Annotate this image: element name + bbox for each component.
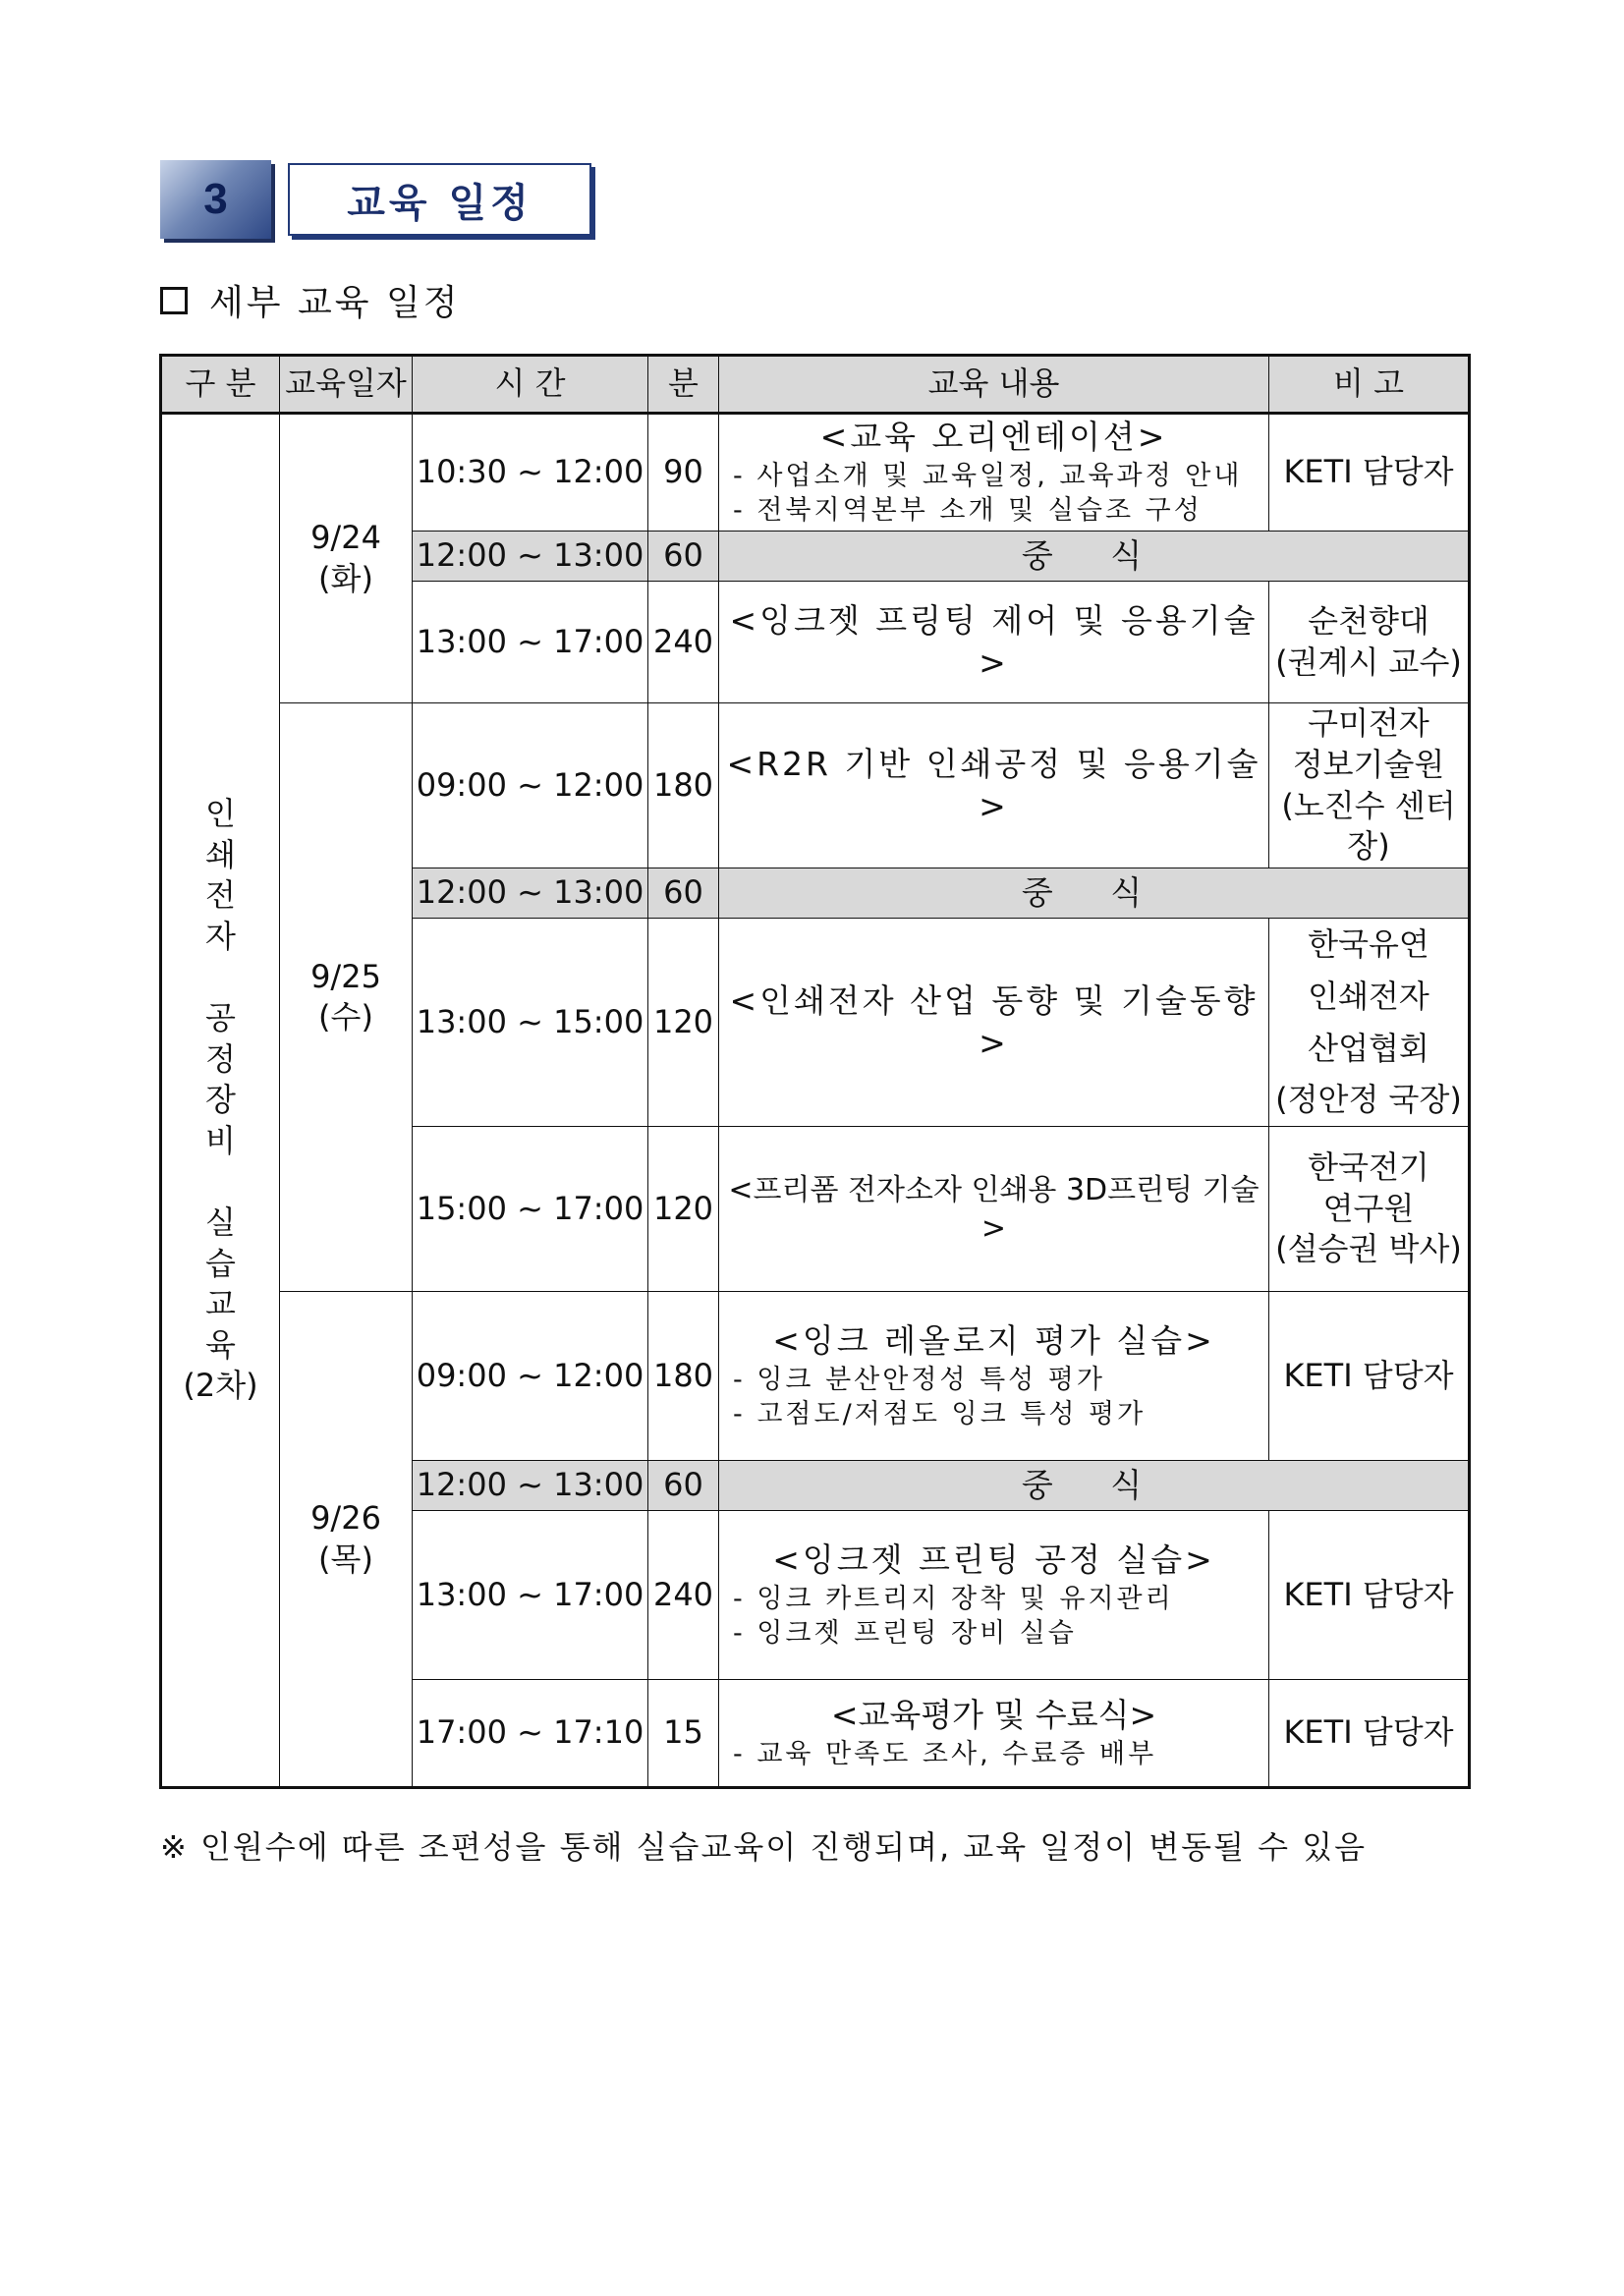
note-line: KETI 담당자: [1283, 453, 1454, 491]
minutes-cell: 180: [648, 703, 719, 868]
time-cell: 17:00 ~ 17:10: [413, 1680, 648, 1788]
time-cell: 09:00 ~ 12:00: [413, 1292, 648, 1461]
minutes-cell: 60: [648, 532, 719, 582]
header-minutes: 분: [648, 356, 719, 414]
weekday: (화): [318, 559, 373, 597]
category-char: 육: [205, 1325, 236, 1364]
content-cell: [719, 582, 1269, 703]
note-line: 인쇄전자: [1308, 977, 1429, 1015]
time-cell: 12:00 ~ 13:00: [413, 532, 648, 582]
weekday: (목): [318, 1540, 373, 1578]
time-cell: 10:30 ~ 12:00: [413, 414, 648, 532]
category-char: 습: [205, 1244, 236, 1282]
table-row: [161, 414, 1470, 532]
time-cell: 12:00 ~ 13:00: [413, 868, 648, 919]
header-note: 비 고: [1269, 356, 1470, 414]
content-cell: [719, 703, 1269, 868]
content-bullet: - 전북지역본부 소개 및 실습조 구성: [733, 495, 1203, 527]
time-cell: 12:00 ~ 13:00: [413, 1461, 648, 1511]
checkbox-icon: [160, 287, 188, 314]
content-cell: [719, 1127, 1269, 1292]
time-cell: 15:00 ~ 17:00: [413, 1127, 648, 1292]
category-cell: [161, 414, 280, 1788]
content-bullet: - 잉크 카트리지 장착 및 유지관리: [733, 1584, 1174, 1615]
header-content: 교육 내용: [719, 356, 1269, 414]
note-cell: [1269, 1127, 1470, 1292]
content-title: <교육평가 및 수료식>: [830, 1696, 1157, 1735]
category-char: 정: [205, 1039, 236, 1078]
category-char: 인: [205, 795, 236, 833]
note-line: 정보기술원: [1292, 745, 1445, 783]
category-char: 비: [205, 1121, 236, 1159]
date-cell: [280, 1292, 413, 1788]
header-date: 교육일자: [280, 356, 413, 414]
content-title: <R2R 기반 인쇄공정 및 응용기술>: [726, 744, 1261, 825]
content-title: <잉크젯 프린팅 공정 실습>: [772, 1540, 1215, 1580]
footnote: ※ 인원수에 따른 조편성을 통해 실습교육이 진행되며, 교육 일정이 변동될 수 있음: [160, 1828, 1368, 1866]
schedule-table: [159, 354, 1471, 1789]
note-line: 연구원: [1322, 1189, 1415, 1227]
note-cell: [1269, 582, 1470, 703]
lunch-label-cell: [719, 532, 1470, 582]
header-time: 시 간: [413, 356, 648, 414]
lunch-label-cell: [719, 868, 1470, 919]
content-title: <잉크 레올로지 평가 실습>: [772, 1321, 1215, 1361]
content-cell: [719, 1292, 1269, 1461]
time-cell: 13:00 ~ 17:00: [413, 582, 648, 703]
note-line: 한국전기: [1308, 1148, 1429, 1187]
note-line: (설승권 박사): [1275, 1230, 1462, 1268]
lunch-label: 중 식: [1021, 1465, 1166, 1504]
content-title: <프리폼 전자소자 인쇄용 3D프린팅 기술>: [728, 1172, 1260, 1246]
date-cell: [280, 703, 413, 1292]
note-line: 산업협회: [1308, 1029, 1429, 1067]
note-line: KETI 담당자: [1283, 1356, 1454, 1394]
minutes-cell: 120: [648, 1127, 719, 1292]
note-line: KETI 담당자: [1283, 1575, 1454, 1613]
content-title: <인쇄전자 산업 동향 및 기술동향>: [729, 980, 1259, 1062]
table-header-row: [161, 356, 1470, 414]
section-title: 교육 일정: [288, 163, 591, 236]
note-line: (권계시 교수): [1275, 643, 1462, 681]
weekday: (수): [318, 998, 373, 1036]
minutes-cell: 60: [648, 868, 719, 919]
note-cell: [1269, 1511, 1470, 1680]
content-bullet: - 잉크젯 프린팅 장비 실습: [733, 1618, 1077, 1650]
note-cell: [1269, 1292, 1470, 1461]
table-row: [161, 1292, 1470, 1461]
category-char: 공: [205, 999, 236, 1037]
time-cell: 13:00 ~ 17:00: [413, 1511, 648, 1680]
minutes-cell: 15: [648, 1680, 719, 1788]
date: 9/24: [310, 518, 381, 556]
section-number: 3: [160, 160, 271, 239]
note-cell: [1269, 414, 1470, 532]
content-bullet: - 고점도/저점도 잉크 특성 평가: [733, 1399, 1147, 1430]
category-char: 실: [205, 1204, 236, 1242]
category-char: 교: [205, 1285, 236, 1323]
category-char: 전: [205, 876, 236, 915]
content-cell: [719, 919, 1269, 1127]
subheading: [160, 275, 461, 325]
table-row: [161, 703, 1470, 868]
date-cell: [280, 414, 413, 703]
minutes-cell: 180: [648, 1292, 719, 1461]
content-bullet: - 교육 만족도 조사, 수료증 배부: [733, 1739, 1157, 1770]
note-cell: [1269, 919, 1470, 1127]
category-char: 장: [205, 1081, 236, 1119]
category-char: (2차): [183, 1367, 258, 1405]
note-line: 구미전자: [1308, 704, 1429, 743]
lunch-label: 중 식: [1021, 535, 1166, 575]
lunch-label-cell: [719, 1461, 1470, 1511]
content-bullet: - 사업소개 및 교육일정, 교육과정 안내: [733, 461, 1243, 492]
note-cell: [1269, 1680, 1470, 1788]
note-line: (정안정 국장): [1275, 1081, 1462, 1119]
subheading-text: 세부 교육 일정: [209, 283, 461, 323]
content-title: <교육 오리엔테이션>: [819, 418, 1168, 457]
time-cell: 13:00 ~ 15:00: [413, 919, 648, 1127]
note-line: 순천향대: [1308, 601, 1429, 640]
minutes-cell: 240: [648, 1511, 719, 1680]
minutes-cell: 240: [648, 582, 719, 703]
lunch-label: 중 식: [1021, 872, 1166, 912]
header-category: 구 분: [161, 356, 280, 414]
category-char: 쇄: [205, 835, 236, 873]
note-line: KETI 담당자: [1283, 1713, 1454, 1752]
content-bullet: - 잉크 분산안정성 특성 평가: [733, 1365, 1105, 1396]
minutes-cell: 120: [648, 919, 719, 1127]
time-cell: 09:00 ~ 12:00: [413, 703, 648, 868]
content-title: <잉크젯 프링팅 제어 및 응용기술>: [729, 600, 1259, 682]
date: 9/26: [310, 1499, 381, 1538]
content-cell: [719, 1511, 1269, 1680]
note-line: (노진수 센터장): [1281, 786, 1456, 866]
content-cell: [719, 414, 1269, 532]
category-char: 자: [205, 917, 236, 955]
date: 9/25: [310, 957, 381, 995]
note-line: 한국유연: [1308, 925, 1429, 963]
note-cell: [1269, 703, 1470, 868]
minutes-cell: 90: [648, 414, 719, 532]
minutes-cell: 60: [648, 1461, 719, 1511]
content-cell: [719, 1680, 1269, 1788]
